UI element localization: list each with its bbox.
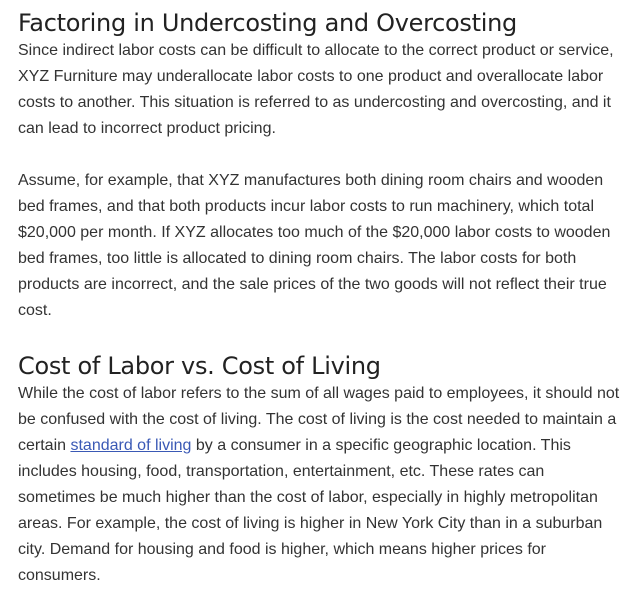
article-body <box>18 8 624 589</box>
paragraph-text-before-link: While the cost of labor refers to the sum of all wages paid to employees, it should not be confused with the cost of living. The cost of living is the cost needed to maintain a certain <box>18 385 620 454</box>
section-spacer <box>18 324 624 351</box>
paragraph-undercosting-example: Assume, for example, that XYZ manufactures both dining room chairs and wooden bed frames, and that both products incur labor costs to run machinery, which total $20,000 per month. If XYZ allocates too much of the $20,000 labor costs to wooden bed frames, too little is allocated to dining room chairs. The labor costs for both products are incorrect, and the sale prices of the two goods will not reflect their true cost. <box>18 172 611 319</box>
paragraph-cost-of-living <box>18 381 624 589</box>
paragraph-undercosting-intro: Since indirect labor costs can be difficult to allocate to the correct product or service, XYZ Furniture may underallocate labor costs to one product and overallocate labor costs to another. This situation is referred to as undercosting and overcosting, and it can lead to incorrect product pricing. <box>18 42 614 137</box>
section-heading-undercosting: Factoring in Undercosting and Overcosting <box>18 9 517 37</box>
section-heading-cost-of-living: Cost of Labor vs. Cost of Living <box>18 352 381 380</box>
paragraph-text-after-link: by a consumer in a specific geographic location. This includes housing, food, transportation, entertainment, etc. These rates can sometimes be much higher than the cost of labor, especially in highly metropolitan areas. For example, the cost of living is higher in New York City than in a suburban city. Demand for housing and food is higher, which means higher prices for consumers. <box>18 437 603 584</box>
standard-of-living-link[interactable]: standard of living <box>70 437 192 454</box>
paragraph-spacer <box>18 142 624 168</box>
